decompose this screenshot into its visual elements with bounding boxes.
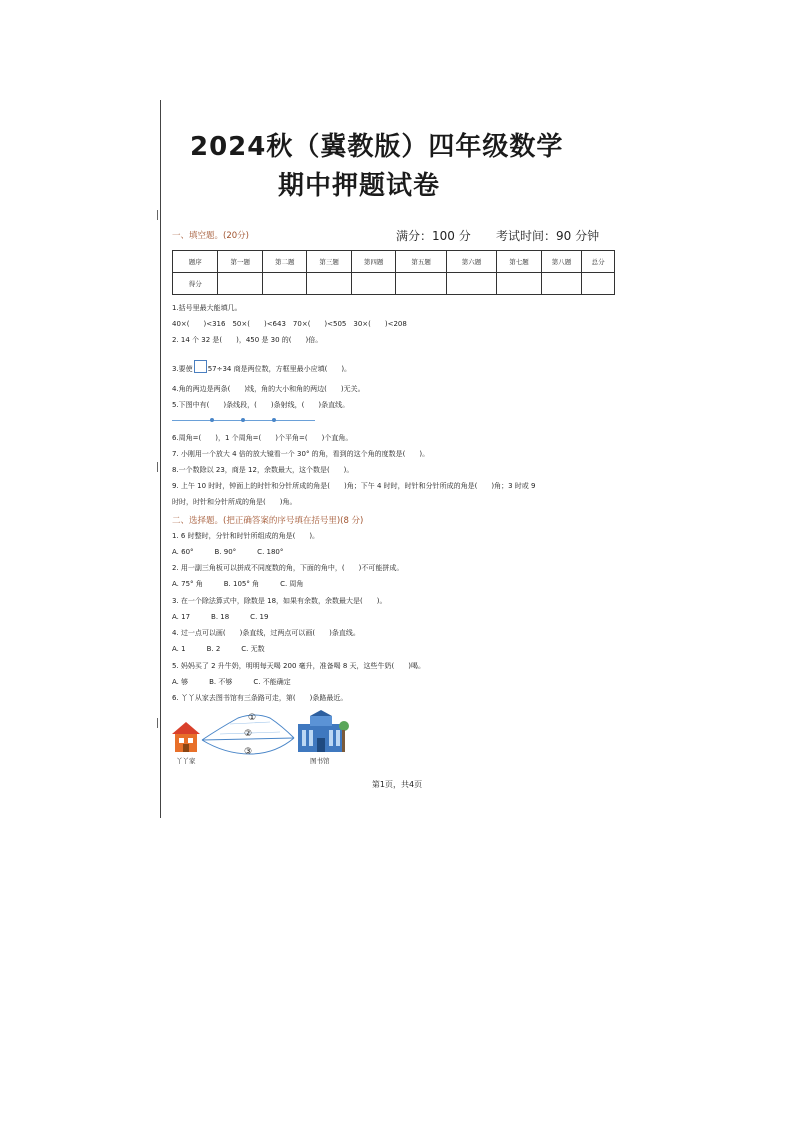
binding-margin-line <box>160 100 161 818</box>
question-choice-3-options: A. 17 B. 18 C. 19 <box>172 613 269 621</box>
score-cell[interactable] <box>396 273 446 295</box>
question-fill-8: 8.一个数除以 23，商是 12，余数最大，这个数是( )。 <box>172 466 354 474</box>
route-map-figure <box>170 710 350 770</box>
table-header-cell: 总分 <box>582 251 615 273</box>
question-fill-9-line1: 9. 上午 10 时时，钟面上的时针和分针所成的角是( )角；下午 4 时时，时针和分针所成的角是( )角；3 时或 9 <box>172 482 536 490</box>
question-fill-1-items: 40×( )<316 50×( )<643 70×( )<505 30×( )<208 <box>172 320 407 328</box>
score-cell[interactable] <box>218 273 262 295</box>
route-3-label: ③ <box>244 747 253 757</box>
exam-time: 考试时间：90 分钟 <box>496 229 600 243</box>
score-table <box>172 250 615 295</box>
question-choice-6: 6. 丫丫从家去图书馆有三条路可走，第( )条路最近。 <box>172 694 348 702</box>
home-label: 丫丫家 <box>176 757 196 765</box>
question-choice-2-options: A. 75° 角 B. 105° 角 C. 周角 <box>172 580 304 588</box>
table-header-cell: 第八题 <box>541 251 582 273</box>
table-header-cell: 第四题 <box>351 251 395 273</box>
question-fill-3-prefix: 3.要使 <box>172 365 193 373</box>
exam-title-line2: 期中押题试卷 <box>278 171 441 201</box>
route-2-label: ② <box>244 729 253 739</box>
margin-tick <box>157 462 158 472</box>
margin-tick <box>157 210 158 220</box>
segment-point <box>210 418 214 422</box>
score-cell[interactable] <box>351 273 395 295</box>
segment-point <box>241 418 245 422</box>
question-choice-1-options: A. 60° B. 90° C. 180° <box>172 548 284 556</box>
score-cell[interactable] <box>541 273 582 295</box>
table-header-cell: 第五题 <box>396 251 446 273</box>
segment-point <box>272 418 276 422</box>
score-cell[interactable] <box>446 273 496 295</box>
blank-box <box>194 360 207 373</box>
question-choice-4-options: A. 1 B. 2 C. 无数 <box>172 645 265 653</box>
question-fill-4: 4.角的两边是两条( )线，角的大小和角的两边( )无关。 <box>172 385 365 393</box>
table-header-cell: 第三题 <box>307 251 351 273</box>
table-row-label: 得分 <box>173 273 218 295</box>
question-fill-1: 1.括号里最大能填几。 <box>172 304 242 312</box>
section-1-heading: 一、填空题。(20分) <box>172 231 249 241</box>
question-fill-2: 2. 14 个 32 是( )，450 是 30 的( )倍。 <box>172 336 323 344</box>
library-icon <box>298 710 349 752</box>
question-fill-9-line2: 时时，时针和分针所成的角是( )角。 <box>172 498 297 506</box>
exam-title-line1: 2024秋（冀教版）四年级数学 <box>190 132 564 162</box>
table-header-cell: 题序 <box>173 251 218 273</box>
question-choice-3: 3. 在一个除法算式中，除数是 18，如果有余数，余数最大是( )。 <box>172 597 387 605</box>
table-header-cell: 第七题 <box>497 251 541 273</box>
score-cell[interactable] <box>497 273 541 295</box>
library-label: 图书馆 <box>310 757 330 765</box>
question-fill-6: 6.周角=( )，1 个周角=( )个平角=( )个直角。 <box>172 434 353 442</box>
question-fill-3 <box>172 360 351 374</box>
score-cell[interactable] <box>262 273 306 295</box>
question-choice-2: 2. 用一副三角板可以拼成不同度数的角，下面的角中，( )不可能拼成。 <box>172 564 404 572</box>
house-icon <box>172 722 200 752</box>
question-fill-5: 5.下图中有( )条线段，( )条射线，( )条直线。 <box>172 401 350 409</box>
question-fill-3-suffix: 57÷34 商是两位数，方框里最小应填( )。 <box>207 365 352 373</box>
score-cell[interactable] <box>582 273 615 295</box>
full-score: 满分：100 分 <box>396 229 471 243</box>
page-footer: 第1页，共4页 <box>371 780 423 789</box>
question-choice-4: 4. 过一点可以画( )条直线，过两点可以画( )条直线。 <box>172 629 360 637</box>
question-choice-5: 5. 妈妈买了 2 升牛奶，明明每天喝 200 毫升，准备喝 8 天，这些牛奶( )喝。 <box>172 662 425 670</box>
score-table-row <box>173 273 615 295</box>
route-1-label: ① <box>248 713 257 723</box>
question-choice-5-options: A. 够 B. 不够 C. 不能确定 <box>172 678 291 686</box>
section-2-heading: 二、选择题。(把正确答案的序号填在括号里)(8 分) <box>172 516 364 526</box>
table-header-cell: 第二题 <box>262 251 306 273</box>
question-fill-7: 7. 小刚用一个放大 4 倍的放大镜看一个 30° 的角，看到的这个角的度数是( )。 <box>172 450 430 458</box>
table-header-cell: 第一题 <box>218 251 262 273</box>
margin-tick <box>157 718 158 728</box>
question-choice-1: 1. 6 时整时，分针和时针所组成的角是( )。 <box>172 532 320 540</box>
score-table-header-row <box>173 251 615 273</box>
score-cell[interactable] <box>307 273 351 295</box>
table-header-cell: 第六题 <box>446 251 496 273</box>
